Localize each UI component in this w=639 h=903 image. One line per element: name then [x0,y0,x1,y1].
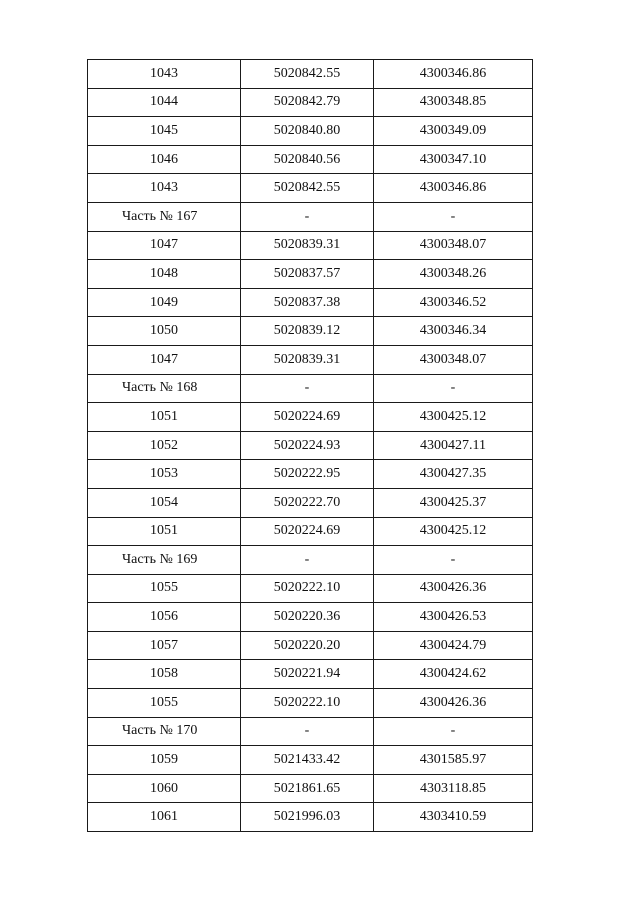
part-header-row [88,546,533,575]
point-number-cell: 1061 [88,803,241,832]
x-coordinate-cell: 5020837.57 [241,260,374,289]
point-number-cell: 1059 [88,746,241,775]
point-number-cell: 1046 [88,145,241,174]
table-row [88,689,533,718]
table-row [88,145,533,174]
y-coordinate-cell: 4300425.37 [374,488,533,517]
table-row [88,231,533,260]
table-row [88,488,533,517]
table-row [88,517,533,546]
point-number-cell: 1047 [88,231,241,260]
part-header-row [88,202,533,231]
point-number-cell: 1053 [88,460,241,489]
y-coordinate-cell: 4303118.85 [374,774,533,803]
table-row [88,174,533,203]
x-coordinate-cell: 5021861.65 [241,774,374,803]
point-number-cell: 1058 [88,660,241,689]
y-coordinate-cell: 4300426.36 [374,689,533,718]
y-coordinate-cell: 4300424.62 [374,660,533,689]
part-label-cell: Часть № 169 [88,546,241,575]
x-coordinate-cell: 5020839.12 [241,317,374,346]
x-coordinate-cell: 5020224.69 [241,403,374,432]
x-coordinate-cell: 5020842.55 [241,174,374,203]
point-number-cell: 1051 [88,403,241,432]
y-coordinate-cell: 4300427.11 [374,431,533,460]
x-coordinate-cell: 5020221.94 [241,660,374,689]
x-coordinate-cell: 5020840.56 [241,145,374,174]
point-number-cell: 1043 [88,60,241,89]
x-coordinate-cell: - [241,546,374,575]
point-number-cell: 1055 [88,574,241,603]
table-row [88,288,533,317]
y-coordinate-cell: 4300425.12 [374,403,533,432]
x-coordinate-cell: 5020222.10 [241,574,374,603]
x-coordinate-cell: 5020837.38 [241,288,374,317]
point-number-cell: 1057 [88,631,241,660]
x-coordinate-cell: 5020224.69 [241,517,374,546]
x-coordinate-cell: 5020220.36 [241,603,374,632]
y-coordinate-cell: - [374,202,533,231]
point-number-cell: 1045 [88,117,241,146]
y-coordinate-cell: 4300346.34 [374,317,533,346]
x-coordinate-cell: 5020222.70 [241,488,374,517]
y-coordinate-cell: 4300346.86 [374,60,533,89]
y-coordinate-cell: 4300348.07 [374,345,533,374]
y-coordinate-cell: - [374,546,533,575]
x-coordinate-cell: - [241,374,374,403]
table-row [88,460,533,489]
point-number-cell: 1054 [88,488,241,517]
point-number-cell: 1051 [88,517,241,546]
part-header-row [88,374,533,403]
x-coordinate-cell: 5020840.80 [241,117,374,146]
x-coordinate-cell: 5020220.20 [241,631,374,660]
y-coordinate-cell: 4300349.09 [374,117,533,146]
table-row [88,631,533,660]
y-coordinate-cell: 4303410.59 [374,803,533,832]
y-coordinate-cell: 4300426.36 [374,574,533,603]
x-coordinate-cell: 5020839.31 [241,345,374,374]
point-number-cell: 1050 [88,317,241,346]
part-label-cell: Часть № 167 [88,202,241,231]
point-number-cell: 1056 [88,603,241,632]
point-number-cell: 1052 [88,431,241,460]
point-number-cell: 1044 [88,88,241,117]
table-row [88,403,533,432]
part-header-row [88,717,533,746]
x-coordinate-cell: 5020222.95 [241,460,374,489]
y-coordinate-cell: 4300347.10 [374,145,533,174]
x-coordinate-cell: 5021433.42 [241,746,374,775]
x-coordinate-cell: 5020222.10 [241,689,374,718]
y-coordinate-cell: 4300346.52 [374,288,533,317]
y-coordinate-cell: 4300426.53 [374,603,533,632]
y-coordinate-cell: 4300424.79 [374,631,533,660]
x-coordinate-cell: 5021996.03 [241,803,374,832]
table-row [88,803,533,832]
coordinates-table [87,59,533,832]
coordinates-table-body [88,60,533,832]
point-number-cell: 1043 [88,174,241,203]
point-number-cell: 1055 [88,689,241,718]
table-row [88,603,533,632]
table-row [88,660,533,689]
table-row [88,345,533,374]
table-row [88,431,533,460]
point-number-cell: 1049 [88,288,241,317]
point-number-cell: 1048 [88,260,241,289]
y-coordinate-cell: 4300425.12 [374,517,533,546]
table-row [88,88,533,117]
part-label-cell: Часть № 168 [88,374,241,403]
part-label-cell: Часть № 170 [88,717,241,746]
table-row [88,746,533,775]
y-coordinate-cell: 4300427.35 [374,460,533,489]
y-coordinate-cell: - [374,374,533,403]
x-coordinate-cell: - [241,202,374,231]
x-coordinate-cell: 5020842.55 [241,60,374,89]
x-coordinate-cell: 5020842.79 [241,88,374,117]
point-number-cell: 1060 [88,774,241,803]
table-row [88,774,533,803]
y-coordinate-cell: 4300346.86 [374,174,533,203]
point-number-cell: 1047 [88,345,241,374]
y-coordinate-cell: 4300348.85 [374,88,533,117]
table-row [88,574,533,603]
x-coordinate-cell: 5020224.93 [241,431,374,460]
table-row [88,317,533,346]
table-row [88,260,533,289]
table-row [88,60,533,89]
y-coordinate-cell: 4300348.26 [374,260,533,289]
table-row [88,117,533,146]
y-coordinate-cell: 4300348.07 [374,231,533,260]
x-coordinate-cell: - [241,717,374,746]
y-coordinate-cell: - [374,717,533,746]
x-coordinate-cell: 5020839.31 [241,231,374,260]
y-coordinate-cell: 4301585.97 [374,746,533,775]
